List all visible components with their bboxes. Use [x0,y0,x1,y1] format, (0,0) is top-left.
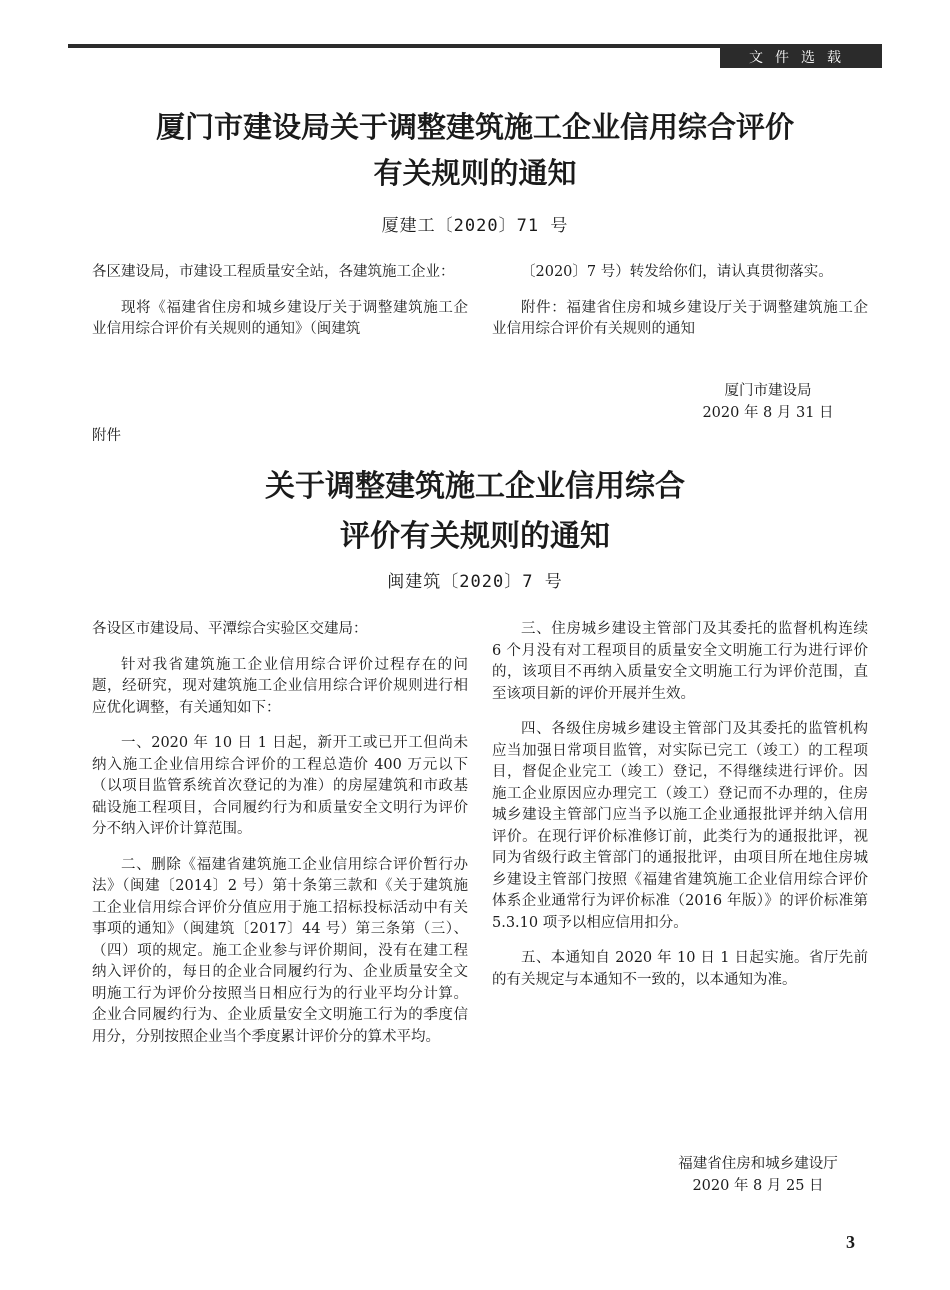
notice2-doc-number: 闽建筑〔2020〕7 号 [387,572,563,592]
notice1-body-right: 〔2020〕7 号）转发给你们，请认真贯彻落实。 [521,264,833,280]
notice1-left-column [92,262,468,341]
section-tag: 文件选载 [720,48,882,68]
notice1-title [60,104,890,196]
notice2-item-5: 五、本通知自 2020 年 10 日 1 日起实施。省厅先前的有关规定与本通知不一致的，以本通知为准。 [492,950,868,988]
notice2-issuer: 福建省住房和城乡建设厅 [678,1156,838,1172]
notice2-recipients: 各设区市建设局、平潭综合实验区交建局： [92,621,368,637]
notice2-right-column [492,619,868,991]
notice2-intro: 针对我省建筑施工企业信用综合评价过程存在的问题，经研究，现对建筑施工企业信用综合评价规则进行相应优化调整，有关通知如下： [92,656,468,716]
notice2-title-line2: 评价有关规则的通知 [340,519,610,554]
page-number: 3 [846,1232,855,1252]
notice1-title-line2: 有关规则的通知 [373,156,577,190]
notice1-issuer: 厦门市建设局 [724,383,812,399]
notice1-attachment: 附件：福建省住房和城乡建设厅关于调整建筑施工企业信用综合评价有关规则的通知 [492,299,868,337]
attachment-label: 附件 [92,428,121,444]
notice1-body-left: 现将《福建省住房和城乡建设厅关于调整建筑施工企业信用综合评价有关规则的通知》（闽建筑 [92,299,468,337]
notice1-right-column [492,262,868,341]
notice2-item-4: 四、各级住房城乡建设主管部门及其委托的监管机构应当加强日常项目监管，对实际已完工（竣工）的工程项目，督促企业完工（竣工）登记，不得继续进行评价。因施工企业原因应办理完工（竣工）登记而不办理的，住房城乡建设主管部门应当予以施工企业通报批评并纳入信用评价。在现行评价标准修订前，此类行为的通报批评，视同为省级行政主管部门的通报批评，由项目所在地住房城乡建设主管部门按照《福建省建筑施工企业信用综合评价体系企业通常行为评价标准（2016 年版）》的评价标准第 5.3.10 项予以相应信用扣分。 [492,721,868,931]
notice2-item-3: 三、住房城乡建设主管部门及其委托的监督机构连续 6 个月没有对工程项目的质量安全文明施工行为进行评价的，该项目不再纳入质量安全文明施工行为评价范围，直至该项目新的评价开展并生效。 [492,621,868,702]
notice1-recipients: 各区建设局，市建设工程质量安全站，各建筑施工企业： [92,264,455,280]
notice2-signature [648,1153,868,1197]
notice1-signature [668,380,868,424]
notice2-title-line1: 关于调整建筑施工企业信用综合 [265,469,685,504]
notice2-title [60,462,890,562]
notice2-item-1: 一、2020 年 10 日 1 日起，新开工或已开工但尚未纳入施工企业信用综合评价的工程总造价 400 万元以下（以项目监管系统首次登记的为准）的房屋建筑和市政基础设施工程项目，合同履约行为和质量安全文明行为评价分不纳入评价计算范围。 [92,735,468,837]
notice2-date: 2020 年 8 月 25 日 [692,1178,824,1194]
notice1-date: 2020 年 8 月 31 日 [702,405,834,421]
notice2-left-column [92,619,468,1048]
notice1-doc-number: 厦建工〔2020〕71 号 [381,216,569,236]
notice2-item-2: 二、删除《福建省建筑施工企业信用综合评价暂行办法》（闽建〔2014〕2 号）第十条第三款和《关于建筑施工企业信用综合评价分值应用于施工招标投标活动中有关事项的通知》（闽建筑〔2017〕44 号）第三条第（三）、（四）项的规定。施工企业参与评价期间，没有在建工程纳入评价的，每日的企业合同履约行为、企业质量安全文明施工行为评价分按照当日相应行为的行业平均分计算。企业合同履约行为、企业质量安全文明施工行为的季度信用分，分别按照企业当个季度累计评价分的算术平均。 [92,856,468,1045]
notice1-title-line1: 厦门市建设局关于调整建筑施工企业信用综合评价 [155,110,794,144]
